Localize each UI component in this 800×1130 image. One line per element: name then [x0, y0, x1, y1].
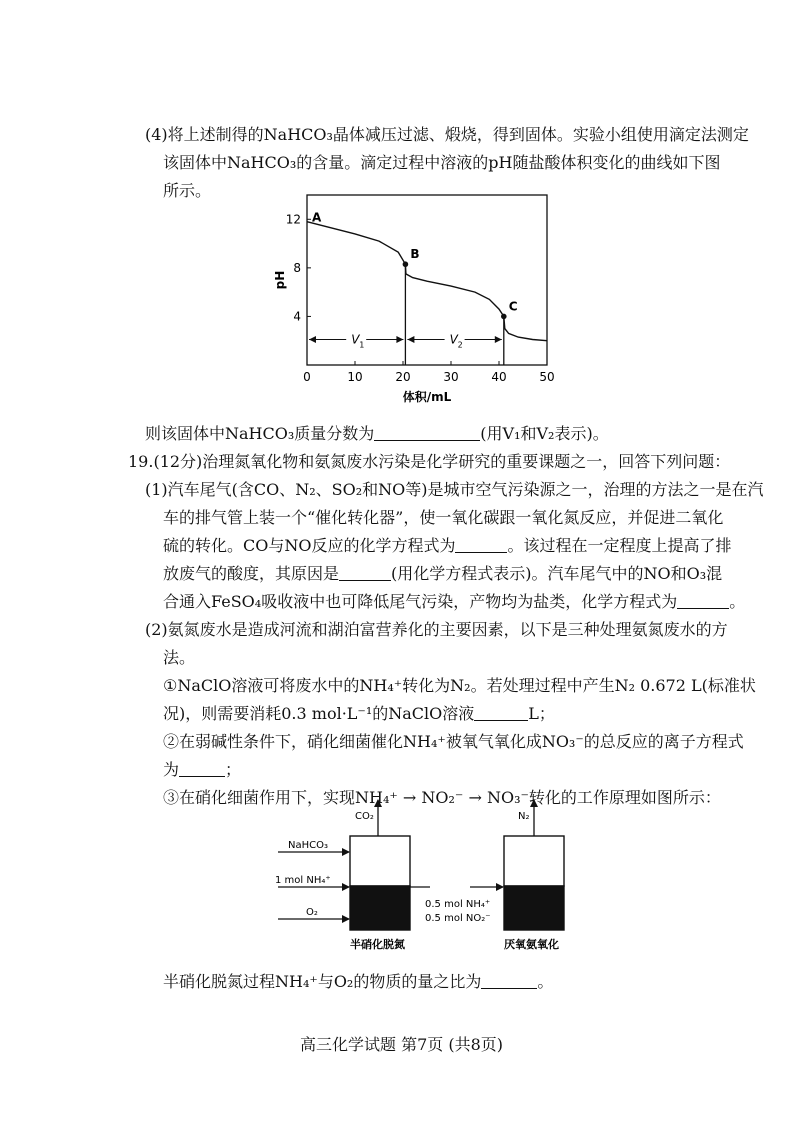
- q19-p1-l3a: 硫的转化。CO与NO反应的化学方程式为: [163, 536, 456, 555]
- q19-p1-l4: [163, 563, 722, 585]
- q19-p1-l5a: 合通入FeSO₄吸收液中也可降低尾气污染，产物均为盐类，化学方程式为: [163, 592, 678, 611]
- y-axis-label: pH: [273, 270, 287, 290]
- q4-answer: [145, 423, 609, 445]
- answer-blank[interactable]: [677, 592, 729, 609]
- x-tick-label: 10: [347, 370, 363, 384]
- y-tick-label: 12: [285, 212, 301, 227]
- nh4-label: 1 mol NH₄⁺: [275, 875, 331, 886]
- q19-p1-l3: [163, 535, 732, 557]
- x-tick-label: 0: [303, 370, 311, 384]
- q19-s1-l2: [163, 703, 555, 725]
- interval-arrow-left-1: [309, 336, 316, 343]
- answer-blank[interactable]: [481, 972, 537, 989]
- interval-sub-1: 1: [359, 340, 365, 350]
- q19-p2-l1: (2)氨氮废水是造成河流和湖泊富营养化的主要因素，以下是三种处理氨氮废水的方: [145, 620, 728, 639]
- q19-last-a: 半硝化脱氮过程NH₄⁺与O₂的物质的量之比为: [163, 972, 482, 991]
- x-tick-label: 50: [539, 370, 555, 384]
- o2-label: O₂: [306, 907, 318, 918]
- nahco3-label: NaHCO₃: [288, 840, 328, 851]
- q4-line3: 所示。: [163, 181, 212, 200]
- point-c: [501, 314, 507, 320]
- q19-s2-l2b: ；: [225, 760, 242, 779]
- q19-p1-l4b: (用化学方程式表示)。汽车尾气中的NO和O₃混: [391, 564, 723, 583]
- answer-blank[interactable]: [474, 704, 528, 721]
- caption-left: 半硝化脱氮: [350, 938, 405, 951]
- q19-s2-l1: ②在弱碱性条件下，硝化细菌催化NH₄⁺被氧气氧化成NO₃⁻的总反应的离子方程式: [163, 732, 744, 751]
- q19-s1-l2b: L；: [528, 704, 555, 723]
- point-label-a: A: [312, 210, 322, 225]
- q19-p1-l3b: 。该过程在一定程度上提高了排: [507, 536, 732, 555]
- interval-sub-2: 2: [457, 340, 463, 350]
- q19-p1-l1: (1)汽车尾气(含CO、N₂、SO₂和NO等)是城市空气污染源之一，治理的方法之一是在汽: [145, 480, 764, 499]
- answer-blank[interactable]: [374, 424, 480, 441]
- y-tick-label: 8: [293, 260, 301, 275]
- point-label-c: C: [508, 299, 518, 314]
- mid-label-no2: 0.5 mol NO₂⁻: [425, 913, 491, 924]
- left-tank-bottom: [350, 886, 410, 930]
- q19-header: 19.(12分)治理氮氧化物和氨氮废水污染是化学研究的重要课题之一，回答下列问题：: [128, 452, 731, 471]
- q19-last: [163, 971, 553, 993]
- q19-p1-l5: [163, 591, 745, 613]
- co2-label: CO₂: [355, 811, 374, 822]
- y-tick-label: 4: [293, 309, 301, 324]
- left-tank-top: [350, 836, 410, 886]
- ph-curve: [307, 222, 547, 341]
- nitrification-diagram: [270, 795, 590, 955]
- point-label-b: B: [410, 247, 420, 262]
- q19-s1-l1: ①NaClO溶液可将废水中的NH₄⁺转化为N₂。若处理过程中产生N₂ 0.672 L(标准状: [163, 676, 756, 695]
- x-tick-label: 20: [395, 370, 411, 384]
- q4-line1: (4)将上述制得的NaHCO₃晶体减压过滤、煅烧，得到固体。实验小组使用滴定法测定: [145, 125, 749, 144]
- x-tick-label: 30: [443, 370, 459, 384]
- q19-s3-l1: ③在硝化细菌作用下，实现NH₄⁺ → NO₂⁻ → NO₃⁻转化的工作原理如图所示：: [163, 788, 721, 807]
- q19-last-b: 。: [537, 972, 554, 991]
- x-tick-label: 40: [491, 370, 507, 384]
- answer-blank[interactable]: [179, 760, 225, 777]
- q4-line2: 该固体中NaHCO₃的含量。滴定过程中溶液的pH随盐酸体积变化的曲线如下图: [163, 153, 721, 172]
- q19-s2-l2: [163, 759, 241, 781]
- mid-label-nh4: 0.5 mol NH₄⁺: [425, 899, 491, 910]
- q19-p2-l2: 法。: [163, 648, 196, 667]
- n2-label: N₂: [518, 811, 530, 822]
- interval-label-2: V: [449, 332, 458, 347]
- q4-answer-pre: 则该固体中NaHCO₃质量分数为: [145, 424, 375, 443]
- interval-arrow-right-1: [396, 336, 403, 343]
- point-b: [403, 261, 409, 267]
- x-axis-label: 体积/mL: [402, 390, 452, 404]
- q19-p1-l4a: 放废气的酸度，其原因是: [163, 564, 340, 583]
- right-tank-top: [504, 836, 564, 886]
- q19-s2-l2a: 为: [163, 760, 180, 779]
- right-tank-bottom: [504, 886, 564, 930]
- q19-s1-l2a: 况)，则需要消耗0.3 mol·L⁻¹的NaClO溶液: [163, 704, 475, 723]
- q4-answer-post: (用V₁和V₂表示)。: [480, 424, 609, 443]
- caption-right: 厌氧氨氧化: [504, 938, 559, 951]
- interval-arrow-left-2: [407, 336, 414, 343]
- answer-blank[interactable]: [455, 536, 507, 553]
- ph-chart: [270, 190, 570, 415]
- page-footer: 高三化学试题 第7页 (共8页): [300, 1035, 504, 1054]
- interval-arrow-right-2: [495, 336, 502, 343]
- answer-blank[interactable]: [339, 564, 391, 581]
- q19-p1-l2: 车的排气管上装一个“催化转化器”，使一氧化碳跟一氧化氮反应，并促进二氧化: [163, 508, 724, 527]
- q19-p1-l5b: 。: [729, 592, 746, 611]
- interval-label-1: V: [351, 332, 360, 347]
